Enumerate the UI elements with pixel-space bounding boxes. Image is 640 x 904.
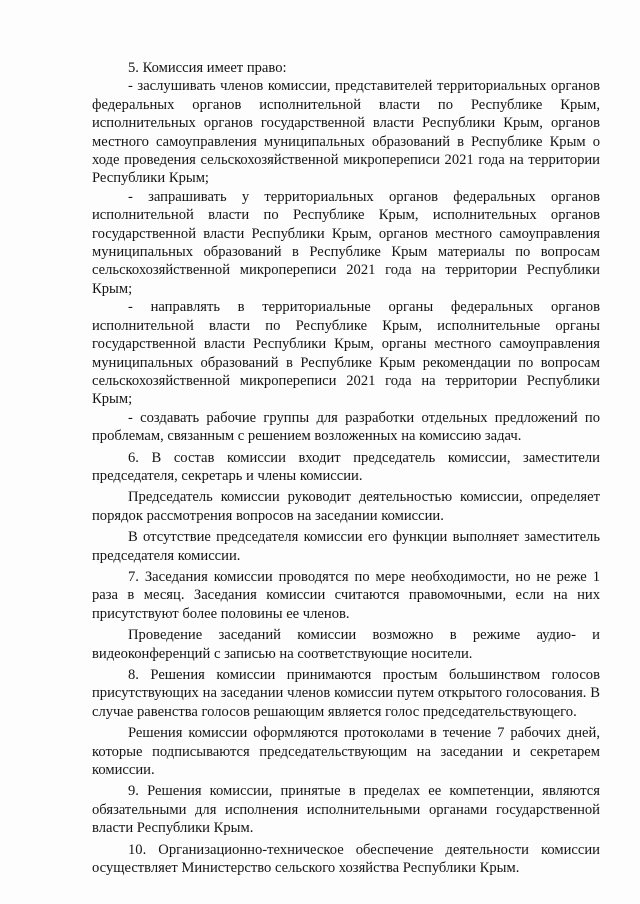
paragraph-6-chair: Председатель комиссии руководит деятельностью комиссии, определяет порядок рассмотрения вопросов на заседании комиссии. bbox=[92, 489, 600, 524]
paragraph-6-deputy: В отсутствие председателя комиссии его функции выполняет заместитель председателя комиссии. bbox=[92, 529, 600, 564]
paragraph-7: 7. Заседания комиссии проводятся по мере необходимости, но не реже 1 раза в месяц. Заседания комиссии считаются правомочными, если на них присутствуют более половины ее членов. bbox=[92, 568, 600, 622]
paragraph-5-item-4: - создавать рабочие группы для разработки отдельных предложений по проблемам, связанным с решением возложенных на комиссию задач. bbox=[92, 409, 600, 445]
paragraph-9: 9. Решения комиссии, принятые в пределах ее компетенции, являются обязательными для исполнения исполнительными органами государственной власти Республики Крым. bbox=[92, 783, 600, 837]
document-body bbox=[92, 59, 600, 877]
paragraph-6: 6. В состав комиссии входит председатель комиссии, заместители председателя, секретарь и члены комиссии. bbox=[92, 449, 600, 484]
paragraph-5-item-3: - направлять в территориальные органы федеральных органов исполнительной власти по Республике Крым, исполнительные органы государственной власти Республики Крым, органы местного самоуправления муниципальных образований в Республике Крым рекомендации по вопросам сельскохозяйственной микропереписи 2021 года на территории Республики Крым; bbox=[92, 299, 600, 408]
paragraph-10: 10. Организационно-техническое обеспечение деятельности комиссии осуществляет Министерство сельского хозяйства Республики Крым. bbox=[92, 841, 600, 877]
paragraph-5-heading: 5. Комиссия имеет право: bbox=[128, 60, 287, 76]
paragraph-7-conference: Проведение заседаний комиссии возможно в режиме аудио- и видеоконференций с записью на соответствующие носители. bbox=[92, 627, 600, 662]
paragraph-5-item-2: - запрашивать у территориальных органов федеральных органов исполнительной власти по Республике Крым, исполнительных органов государственной власти Республики Крым, органов местного самоуправления муниципальных образований в Республике Крым материалы по вопросам сельскохозяйственной микропереписи 2021 года на территории Республики Крым; bbox=[92, 188, 600, 297]
paragraph-5-item-1: - заслушивать членов комиссии, представителей территориальных органов федеральных органов исполнительной власти по Республике Крым, исполнительных органов государственной власти Республики Крым, органов местного самоуправления муниципальных образований в Республике Крым о ходе проведения сельскохозяйственной микропереписи 2021 года на территории Республики Крым; bbox=[92, 78, 600, 187]
paragraph-8-protocols: Решения комиссии оформляются протоколами в течение 7 рабочих дней, которые подписываются председательствующим на заседании и секретарем комиссии. bbox=[92, 725, 600, 779]
paragraph-8: 8. Решения комиссии принимаются простым большинством голосов присутствующих на заседании членов комиссии путем открытого голосования. В случае равенства голосов решающим является голос председательствующего. bbox=[92, 667, 600, 720]
